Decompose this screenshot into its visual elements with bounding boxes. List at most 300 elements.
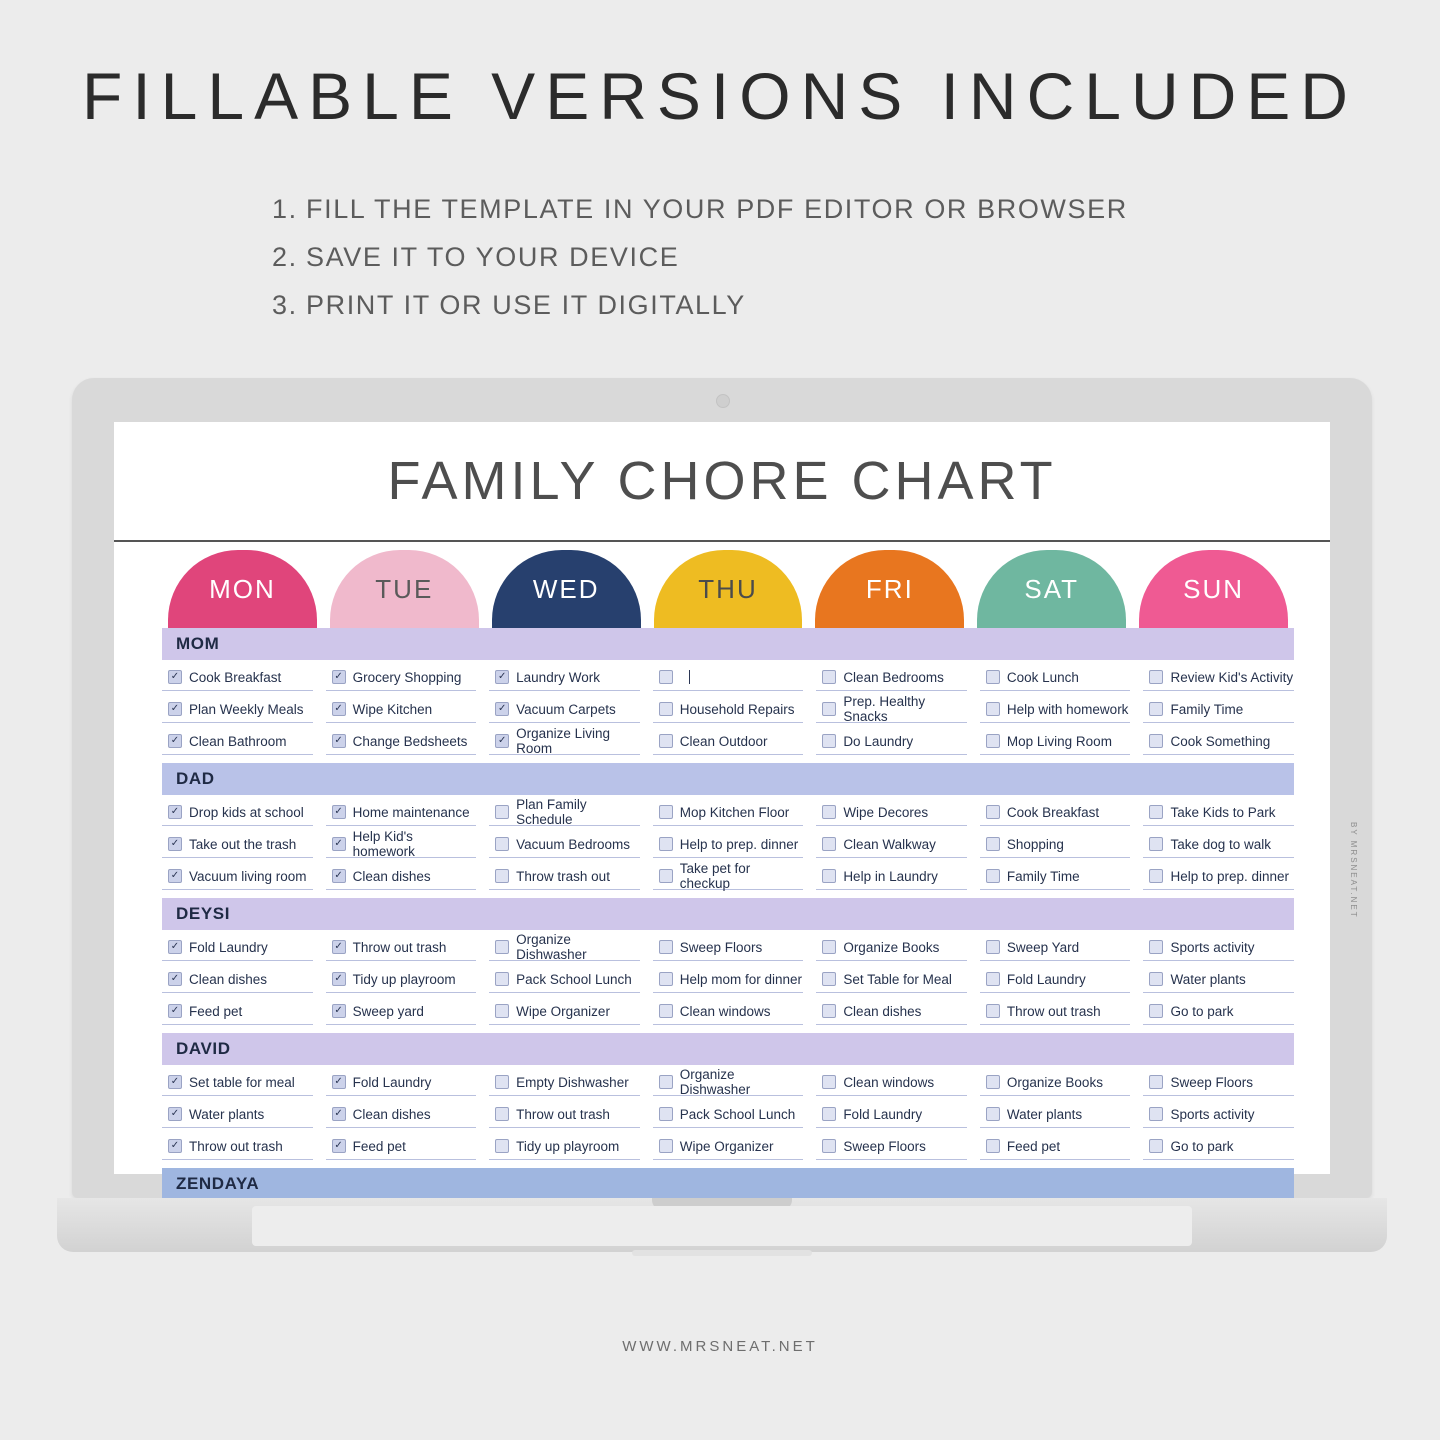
task-column bbox=[162, 799, 313, 890]
task-label: Mop Living Room bbox=[1006, 733, 1112, 749]
task-label: Sports activity bbox=[1170, 1106, 1255, 1122]
task-label: Prep. Healthy Snacks bbox=[843, 694, 926, 724]
task-column bbox=[980, 664, 1131, 755]
chore-grid bbox=[162, 628, 1294, 1212]
checkbox-icon[interactable]: ✓ bbox=[168, 805, 182, 819]
task-label: Shopping bbox=[1006, 836, 1064, 852]
checkbox-icon[interactable]: ✓ bbox=[332, 734, 346, 748]
task-label: Clean dishes bbox=[843, 1003, 922, 1019]
person-name-label: ZENDAYA bbox=[162, 1168, 1294, 1200]
task-label: Sweep Yard bbox=[1006, 939, 1080, 955]
task-label: Cook Breakfast bbox=[1006, 804, 1100, 820]
person-name-label: DAD bbox=[162, 763, 1294, 795]
task-column bbox=[162, 1069, 313, 1160]
task-label: Sweep Floors bbox=[843, 1138, 926, 1154]
task-row[interactable] bbox=[980, 1069, 1131, 1096]
task-row[interactable] bbox=[653, 696, 804, 723]
task-label: Mop Kitchen Floor bbox=[679, 804, 790, 820]
task-row[interactable] bbox=[1143, 863, 1294, 890]
checkbox-icon[interactable]: ✓ bbox=[332, 940, 346, 954]
task-row[interactable] bbox=[980, 831, 1131, 858]
task-row[interactable] bbox=[326, 1069, 477, 1096]
task-label: Throw out trash bbox=[1006, 1003, 1101, 1019]
checkbox-icon[interactable] bbox=[1149, 670, 1163, 684]
task-label: Vacuum living room bbox=[189, 868, 307, 884]
checkbox-icon[interactable]: ✓ bbox=[168, 734, 182, 748]
task-row[interactable] bbox=[1143, 831, 1294, 858]
task-row[interactable] bbox=[816, 728, 967, 755]
task-row[interactable] bbox=[162, 696, 313, 723]
checkbox-icon[interactable] bbox=[495, 940, 509, 954]
checkbox-icon[interactable] bbox=[822, 972, 836, 986]
task-row[interactable] bbox=[980, 664, 1131, 691]
task-label: Laundry Work bbox=[516, 669, 600, 685]
task-label: Wipe Kitchen bbox=[352, 701, 433, 717]
task-label: Sweep yard bbox=[352, 1003, 424, 1019]
task-column bbox=[1143, 934, 1294, 1025]
checkbox-icon[interactable]: ✓ bbox=[168, 837, 182, 851]
task-row[interactable] bbox=[162, 1069, 313, 1096]
chore-chart-page bbox=[114, 422, 1358, 1193]
task-label: Organize Books bbox=[843, 939, 940, 955]
task-row[interactable] bbox=[653, 998, 804, 1025]
task-row[interactable] bbox=[1143, 728, 1294, 755]
checkbox-icon[interactable] bbox=[822, 1075, 836, 1089]
checkbox-icon[interactable] bbox=[822, 1107, 836, 1121]
task-label: Review Kid's Activity bbox=[1170, 669, 1294, 685]
task-row[interactable] bbox=[162, 1133, 313, 1160]
task-row[interactable] bbox=[326, 863, 477, 890]
checkbox-icon[interactable]: ✓ bbox=[168, 972, 182, 986]
task-row[interactable] bbox=[1143, 1101, 1294, 1128]
checkbox-icon[interactable] bbox=[495, 837, 509, 851]
checkbox-icon[interactable] bbox=[822, 702, 836, 716]
task-row[interactable] bbox=[326, 966, 477, 993]
laptop-screen bbox=[114, 422, 1358, 1193]
webcam-icon bbox=[716, 394, 730, 408]
task-label: Feed pet bbox=[189, 1003, 243, 1019]
checkbox-icon[interactable] bbox=[822, 734, 836, 748]
checkbox-icon[interactable] bbox=[1149, 1107, 1163, 1121]
task-row[interactable] bbox=[326, 831, 477, 858]
task-column bbox=[816, 1069, 967, 1160]
task-column bbox=[326, 664, 477, 755]
task-row[interactable] bbox=[980, 863, 1131, 890]
checkbox-icon[interactable] bbox=[495, 1139, 509, 1153]
task-column bbox=[1143, 1069, 1294, 1160]
checkbox-icon[interactable] bbox=[822, 670, 836, 684]
watermark-vertical: BY MRSNEAT.NET bbox=[1349, 822, 1358, 919]
checkbox-icon[interactable] bbox=[1149, 805, 1163, 819]
task-label: Set Table for Meal bbox=[843, 971, 952, 987]
checkbox-icon[interactable] bbox=[1149, 1075, 1163, 1089]
task-row[interactable] bbox=[326, 696, 477, 723]
task-column bbox=[816, 934, 967, 1025]
task-label: Pack School Lunch bbox=[516, 971, 632, 987]
title-divider bbox=[114, 540, 1330, 542]
checkbox-icon[interactable]: ✓ bbox=[332, 805, 346, 819]
page-headline: FILLABLE VERSIONS INCLUDED bbox=[82, 59, 1358, 133]
task-row[interactable] bbox=[1143, 696, 1294, 723]
checkbox-icon[interactable] bbox=[659, 1139, 673, 1153]
task-row[interactable] bbox=[489, 934, 640, 961]
checkbox-icon[interactable] bbox=[822, 940, 836, 954]
checkbox-icon[interactable] bbox=[495, 1004, 509, 1018]
person-section-deysi bbox=[162, 898, 1294, 1033]
task-label: Home maintenance bbox=[352, 804, 470, 820]
checkbox-icon[interactable] bbox=[495, 1075, 509, 1089]
person-section-mom bbox=[162, 628, 1294, 763]
task-label: Organize Dishwasher bbox=[516, 932, 587, 962]
task-row[interactable] bbox=[162, 863, 313, 890]
task-label: Throw out trash bbox=[516, 1106, 610, 1122]
task-row[interactable] bbox=[653, 831, 804, 858]
checkbox-icon[interactable]: ✓ bbox=[168, 1075, 182, 1089]
task-row[interactable] bbox=[653, 799, 804, 826]
checkbox-icon[interactable] bbox=[1149, 837, 1163, 851]
task-row[interactable] bbox=[162, 934, 313, 961]
task-label: Family Time bbox=[1170, 701, 1244, 717]
task-row[interactable] bbox=[489, 998, 640, 1025]
checkbox-icon[interactable] bbox=[986, 972, 1000, 986]
checkbox-icon[interactable] bbox=[659, 805, 673, 819]
checkbox-icon[interactable]: ✓ bbox=[168, 940, 182, 954]
task-row[interactable] bbox=[1143, 966, 1294, 993]
task-column bbox=[816, 799, 967, 890]
task-label: Clean dishes bbox=[352, 868, 431, 884]
checkbox-icon[interactable]: ✓ bbox=[332, 1004, 346, 1018]
task-row[interactable] bbox=[489, 966, 640, 993]
task-column bbox=[816, 664, 967, 755]
task-label: Fold Laundry bbox=[843, 1106, 923, 1122]
task-label: Clean windows bbox=[679, 1003, 771, 1019]
task-label: Clean Outdoor bbox=[679, 733, 768, 749]
day-header-fri[interactable]: FRI bbox=[815, 550, 964, 628]
laptop-lid bbox=[72, 378, 1372, 1198]
checkbox-icon[interactable] bbox=[986, 1004, 1000, 1018]
task-row[interactable] bbox=[816, 1133, 967, 1160]
task-label: Throw out trash bbox=[189, 1138, 283, 1154]
checkbox-icon[interactable] bbox=[1149, 734, 1163, 748]
checkbox-icon[interactable]: ✓ bbox=[332, 837, 346, 851]
task-row[interactable] bbox=[653, 966, 804, 993]
task-label: Go to park bbox=[1170, 1003, 1234, 1019]
task-row[interactable] bbox=[489, 1069, 640, 1096]
checkbox-icon[interactable] bbox=[986, 837, 1000, 851]
checkbox-icon[interactable] bbox=[822, 805, 836, 819]
task-label: Clean dishes bbox=[189, 971, 268, 987]
task-column bbox=[980, 934, 1131, 1025]
checkbox-icon[interactable] bbox=[1149, 702, 1163, 716]
task-row[interactable] bbox=[980, 1133, 1131, 1160]
day-header-sun[interactable]: SUN bbox=[1139, 550, 1288, 628]
checkbox-icon[interactable]: ✓ bbox=[168, 702, 182, 716]
text-cursor bbox=[689, 670, 690, 684]
checkbox-icon[interactable] bbox=[986, 940, 1000, 954]
task-label: Water plants bbox=[189, 1106, 265, 1122]
checkbox-icon[interactable] bbox=[1149, 1004, 1163, 1018]
task-label: Help mom for dinner bbox=[679, 971, 803, 987]
task-label: Throw trash out bbox=[516, 868, 610, 884]
step-item bbox=[272, 233, 1372, 281]
task-row[interactable] bbox=[816, 934, 967, 961]
checkbox-icon[interactable] bbox=[659, 1107, 673, 1121]
checkbox-icon[interactable]: ✓ bbox=[168, 869, 182, 883]
checkbox-icon[interactable] bbox=[1149, 940, 1163, 954]
task-row[interactable] bbox=[326, 1133, 477, 1160]
task-row[interactable] bbox=[653, 664, 804, 691]
laptop-mockup bbox=[72, 378, 1372, 1218]
task-row[interactable] bbox=[653, 728, 804, 755]
laptop-trackpad bbox=[632, 1250, 812, 1256]
checkbox-icon[interactable]: ✓ bbox=[495, 670, 509, 684]
task-label: Set table for meal bbox=[189, 1074, 295, 1090]
checkbox-icon[interactable] bbox=[822, 837, 836, 851]
day-header-row bbox=[168, 550, 1288, 628]
task-label: Cook Lunch bbox=[1006, 669, 1079, 685]
task-label: Throw out trash bbox=[352, 939, 447, 955]
task-label: Take dog to walk bbox=[1170, 836, 1272, 852]
checkbox-icon[interactable] bbox=[659, 1075, 673, 1089]
task-label: Wipe Decores bbox=[843, 804, 929, 820]
task-label: Do Laundry bbox=[843, 733, 914, 749]
step-number: 1. bbox=[272, 194, 298, 224]
checkbox-icon[interactable]: ✓ bbox=[495, 734, 509, 748]
task-row[interactable] bbox=[653, 863, 804, 890]
task-row[interactable] bbox=[326, 1101, 477, 1128]
step-number: 3. bbox=[272, 290, 298, 320]
checkbox-icon[interactable]: ✓ bbox=[495, 702, 509, 716]
task-column bbox=[326, 934, 477, 1025]
task-row[interactable] bbox=[1143, 1069, 1294, 1096]
task-label: Plan Weekly Meals bbox=[189, 701, 304, 717]
step-item bbox=[272, 185, 1372, 233]
task-label: Change Bedsheets bbox=[352, 733, 468, 749]
task-column bbox=[162, 664, 313, 755]
task-row[interactable] bbox=[1143, 1133, 1294, 1160]
checkbox-icon[interactable] bbox=[659, 1004, 673, 1018]
checkbox-icon[interactable] bbox=[659, 702, 673, 716]
checkbox-icon[interactable]: ✓ bbox=[332, 702, 346, 716]
task-label: Clean Bedrooms bbox=[843, 669, 944, 685]
task-row[interactable] bbox=[1143, 799, 1294, 826]
person-name-label: MOM bbox=[162, 628, 1294, 660]
task-column bbox=[489, 664, 640, 755]
checkbox-icon[interactable] bbox=[659, 734, 673, 748]
task-row[interactable] bbox=[162, 1101, 313, 1128]
task-columns bbox=[162, 795, 1294, 898]
task-row[interactable] bbox=[162, 664, 313, 691]
task-label: Organize Dishwasher bbox=[679, 1067, 751, 1097]
task-row[interactable] bbox=[816, 1069, 967, 1096]
task-row[interactable] bbox=[326, 664, 477, 691]
checkbox-icon[interactable] bbox=[986, 1075, 1000, 1089]
task-label: Clean windows bbox=[843, 1074, 935, 1090]
task-column bbox=[1143, 664, 1294, 755]
task-label: Help Kid's homework bbox=[352, 829, 415, 859]
checkbox-icon[interactable] bbox=[822, 869, 836, 883]
checkbox-icon[interactable] bbox=[986, 869, 1000, 883]
checkbox-icon[interactable]: ✓ bbox=[332, 972, 346, 986]
task-row[interactable] bbox=[326, 728, 477, 755]
task-row[interactable] bbox=[980, 966, 1131, 993]
task-columns bbox=[162, 930, 1294, 1033]
task-column bbox=[326, 799, 477, 890]
task-label: Take pet for checkup bbox=[679, 861, 751, 891]
task-label: Take Kids to Park bbox=[1170, 804, 1276, 820]
day-header-tue[interactable]: TUE bbox=[330, 550, 479, 628]
task-row[interactable] bbox=[489, 664, 640, 691]
step-text: FILL THE TEMPLATE IN YOUR PDF EDITOR OR BROWSER bbox=[306, 194, 1128, 224]
step-item bbox=[272, 281, 1372, 329]
task-row[interactable] bbox=[162, 799, 313, 826]
checkbox-icon[interactable] bbox=[822, 1139, 836, 1153]
task-row[interactable] bbox=[162, 728, 313, 755]
task-label: Fold Laundry bbox=[352, 1074, 432, 1090]
task-row[interactable] bbox=[326, 998, 477, 1025]
task-row[interactable] bbox=[1143, 664, 1294, 691]
checkbox-icon[interactable]: ✓ bbox=[332, 1107, 346, 1121]
task-label: Help in Laundry bbox=[843, 868, 938, 884]
person-name-label: DAVID bbox=[162, 1033, 1294, 1065]
task-row[interactable] bbox=[980, 799, 1131, 826]
task-row[interactable] bbox=[816, 966, 967, 993]
person-section-dad bbox=[162, 763, 1294, 898]
task-column bbox=[653, 934, 804, 1025]
task-column bbox=[489, 799, 640, 890]
checkbox-icon[interactable] bbox=[822, 1004, 836, 1018]
task-row[interactable] bbox=[1143, 998, 1294, 1025]
task-label: Sweep Floors bbox=[679, 939, 763, 955]
checkbox-icon[interactable]: ✓ bbox=[332, 1075, 346, 1089]
task-row[interactable] bbox=[1143, 934, 1294, 961]
task-label: Water plants bbox=[1006, 1106, 1083, 1122]
task-row[interactable] bbox=[489, 1101, 640, 1128]
checkbox-icon[interactable] bbox=[495, 805, 509, 819]
task-label: Help with homework bbox=[1006, 701, 1129, 717]
checkbox-icon[interactable]: ✓ bbox=[168, 1107, 182, 1121]
task-label: Wipe Organizer bbox=[679, 1138, 774, 1154]
task-row[interactable] bbox=[489, 696, 640, 723]
task-row[interactable] bbox=[816, 1101, 967, 1128]
task-row[interactable] bbox=[653, 934, 804, 961]
task-label: Vacuum Bedrooms bbox=[516, 836, 630, 852]
task-row[interactable] bbox=[162, 831, 313, 858]
day-header-mon[interactable]: MON bbox=[168, 550, 317, 628]
checkbox-icon[interactable] bbox=[495, 1107, 509, 1121]
task-label: Tidy up playroom bbox=[516, 1138, 620, 1154]
person-name-label: DEYSI bbox=[162, 898, 1294, 930]
task-label: Feed pet bbox=[352, 1138, 406, 1154]
checkbox-icon[interactable]: ✓ bbox=[168, 1004, 182, 1018]
task-row[interactable] bbox=[816, 998, 967, 1025]
task-label: Empty Dishwasher bbox=[516, 1074, 629, 1090]
task-label: Family Time bbox=[1006, 868, 1080, 884]
task-row[interactable] bbox=[980, 728, 1131, 755]
task-label: Organize Books bbox=[1006, 1074, 1103, 1090]
task-row[interactable] bbox=[489, 1133, 640, 1160]
checkbox-icon[interactable]: ✓ bbox=[332, 1139, 346, 1153]
checkbox-icon[interactable]: ✓ bbox=[332, 670, 346, 684]
checkbox-icon[interactable]: ✓ bbox=[168, 1139, 182, 1153]
task-row[interactable] bbox=[162, 998, 313, 1025]
day-header-sat[interactable]: SAT bbox=[977, 550, 1126, 628]
task-row[interactable] bbox=[816, 799, 967, 826]
task-row[interactable] bbox=[980, 696, 1131, 723]
checkbox-icon[interactable] bbox=[659, 670, 673, 684]
task-label: Water plants bbox=[1170, 971, 1246, 987]
checkbox-icon[interactable] bbox=[986, 1139, 1000, 1153]
checkbox-icon[interactable] bbox=[986, 734, 1000, 748]
checkbox-icon[interactable] bbox=[986, 702, 1000, 716]
task-column bbox=[1143, 799, 1294, 890]
task-label: Wipe Organizer bbox=[516, 1003, 610, 1019]
task-column bbox=[489, 934, 640, 1025]
checkbox-icon[interactable] bbox=[986, 805, 1000, 819]
task-row[interactable] bbox=[816, 863, 967, 890]
checkbox-icon[interactable] bbox=[659, 837, 673, 851]
checkbox-icon[interactable] bbox=[495, 869, 509, 883]
checkbox-icon[interactable] bbox=[986, 1107, 1000, 1121]
chart-title: FAMILY CHORE CHART bbox=[387, 451, 1057, 511]
task-row[interactable] bbox=[489, 831, 640, 858]
task-row[interactable] bbox=[980, 934, 1131, 961]
task-label: Cook Something bbox=[1170, 733, 1271, 749]
checkbox-icon[interactable] bbox=[1149, 972, 1163, 986]
task-label: Fold Laundry bbox=[189, 939, 268, 955]
task-label: Go to park bbox=[1170, 1138, 1234, 1154]
task-row[interactable] bbox=[162, 966, 313, 993]
task-column bbox=[326, 1069, 477, 1160]
task-row[interactable] bbox=[980, 1101, 1131, 1128]
day-header-wed[interactable]: WED bbox=[492, 550, 641, 628]
task-column bbox=[980, 799, 1131, 890]
checkbox-icon[interactable] bbox=[1149, 1139, 1163, 1153]
task-row[interactable] bbox=[653, 1101, 804, 1128]
task-row[interactable] bbox=[816, 664, 967, 691]
checkbox-icon[interactable] bbox=[495, 972, 509, 986]
checkbox-icon[interactable] bbox=[659, 869, 673, 883]
checkbox-icon[interactable] bbox=[659, 972, 673, 986]
task-row[interactable] bbox=[980, 998, 1131, 1025]
checkbox-icon[interactable]: ✓ bbox=[332, 869, 346, 883]
task-column bbox=[653, 664, 804, 755]
task-row[interactable] bbox=[489, 799, 640, 826]
day-header-thu[interactable]: THU bbox=[654, 550, 803, 628]
task-row[interactable] bbox=[489, 728, 640, 755]
task-column bbox=[653, 1069, 804, 1160]
task-row[interactable] bbox=[653, 1133, 804, 1160]
task-label: Take out the trash bbox=[189, 836, 297, 852]
task-row[interactable] bbox=[489, 863, 640, 890]
task-row[interactable] bbox=[326, 934, 477, 961]
task-label: Feed pet bbox=[1006, 1138, 1061, 1154]
task-columns bbox=[162, 1065, 1294, 1168]
task-row[interactable] bbox=[653, 1069, 804, 1096]
step-text: PRINT IT OR USE IT DIGITALLY bbox=[306, 290, 746, 320]
task-label: Clean Bathroom bbox=[189, 733, 287, 749]
checkbox-icon[interactable]: ✓ bbox=[168, 670, 182, 684]
checkbox-icon[interactable] bbox=[1149, 869, 1163, 883]
checkbox-icon[interactable] bbox=[659, 940, 673, 954]
task-label: Clean dishes bbox=[352, 1106, 431, 1122]
laptop-keyboard bbox=[252, 1206, 1192, 1246]
checkbox-icon[interactable] bbox=[986, 670, 1000, 684]
task-label: Tidy up playroom bbox=[352, 971, 456, 987]
task-row[interactable] bbox=[816, 831, 967, 858]
task-row[interactable] bbox=[326, 799, 477, 826]
task-row[interactable] bbox=[816, 696, 967, 723]
